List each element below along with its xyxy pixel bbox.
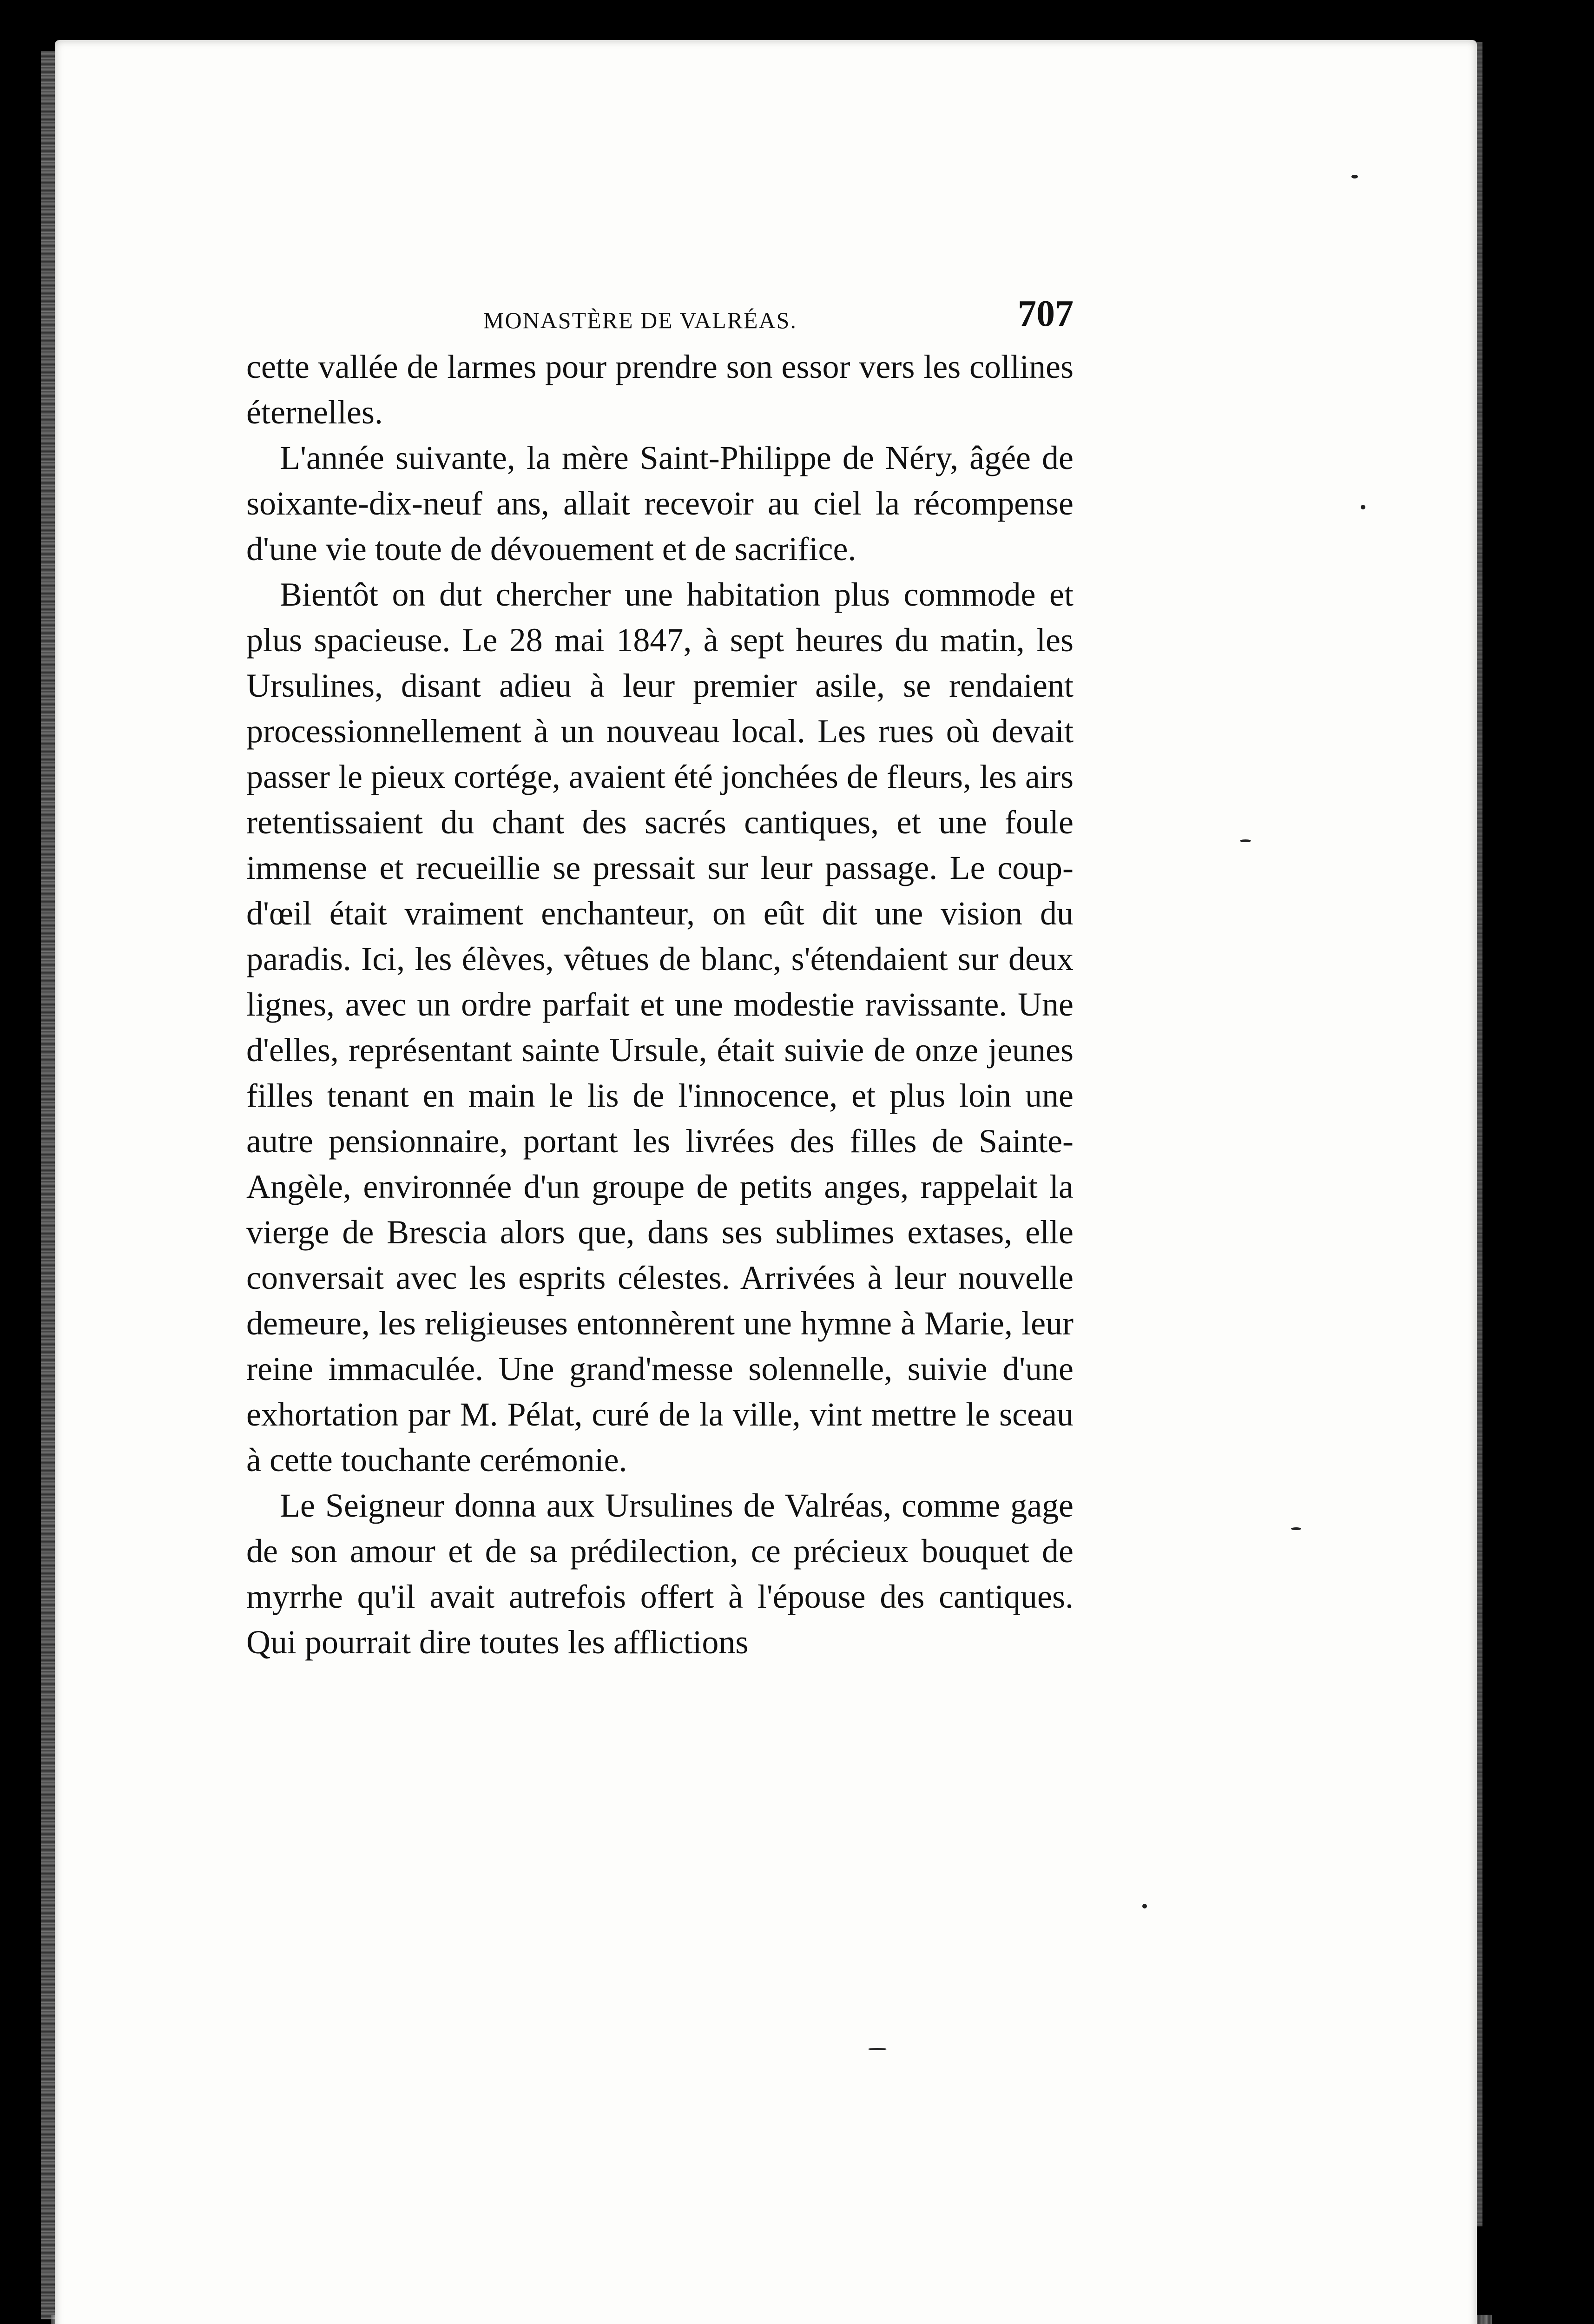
scan-speck [1351, 175, 1358, 178]
paragraph: Le Seigneur donna aux Ursulines de Valréas, comme gage de son amour et de sa prédilection, ce précieux bouquet de myrrhe qu'il avait autrefois offert à l'épouse des cantiques. Qui pourrait dire toutes les afflictions [246, 1487, 1074, 1661]
scan-speck [868, 2048, 887, 2050]
scan-speck [1361, 505, 1365, 509]
scan-speck [1240, 839, 1251, 842]
page-text [246, 293, 1074, 1665]
scan-speck [1142, 1904, 1147, 1908]
paragraph: cette vallée de larmes pour prendre son essor vers les collines éternelles. [246, 348, 1074, 431]
scan-speck [1291, 1527, 1301, 1530]
paragraph: Bientôt on dut chercher une habitation plus commode et plus spacieuse. Le 28 mai 1847, à sept heures du matin, les Ursulines, disant adieu à leur premier asile, se rendaient processionnellement à un nouveau local. Les rues où devait passer le pieux cortége, avaient été jonchées de fleurs, les airs retentissaient du chant des sacrés cantiques, et une foule immense et recueillie se pressait sur leur passage. Le coup-d'œil était vraiment enchanteur, on eût dit une vision du paradis. Ici, les élèves, vêtues de blanc, s'étendaient sur deux lignes, avec un ordre parfait et une modestie ravissante. Une d'elles, représentant sainte Ursule, était suivie de onze jeunes filles tenant en main le lis de l'innocence, et plus loin une autre pensionnaire, portant les livrées des filles de Sainte-Angèle, environnée d'un groupe de petits anges, rappelait la vierge de Brescia alors que, dans ses sublimes extases, elle conversait avec les esprits célestes. Arrivées à leur nouvelle demeure, les religieuses entonnèrent une hymne à Marie, leur reine immaculée. Une grand'messe solennelle, suivie d'une exhortation par M. Pélat, curé de la ville, vint mettre le sceau à cette touchante cerémonie. [246, 576, 1074, 1479]
running-head-title: MONASTÈRE DE VALRÉAS. [483, 307, 797, 333]
running-head [246, 293, 1074, 344]
page-number: 707 [1018, 293, 1074, 334]
paragraph: L'année suivante, la mère Saint-Philippe de Néry, âgée de soixante-dix-neuf ans, allait recevoir au ciel la récompense d'une vie toute de dévouement et de sacrifice. [246, 439, 1074, 568]
